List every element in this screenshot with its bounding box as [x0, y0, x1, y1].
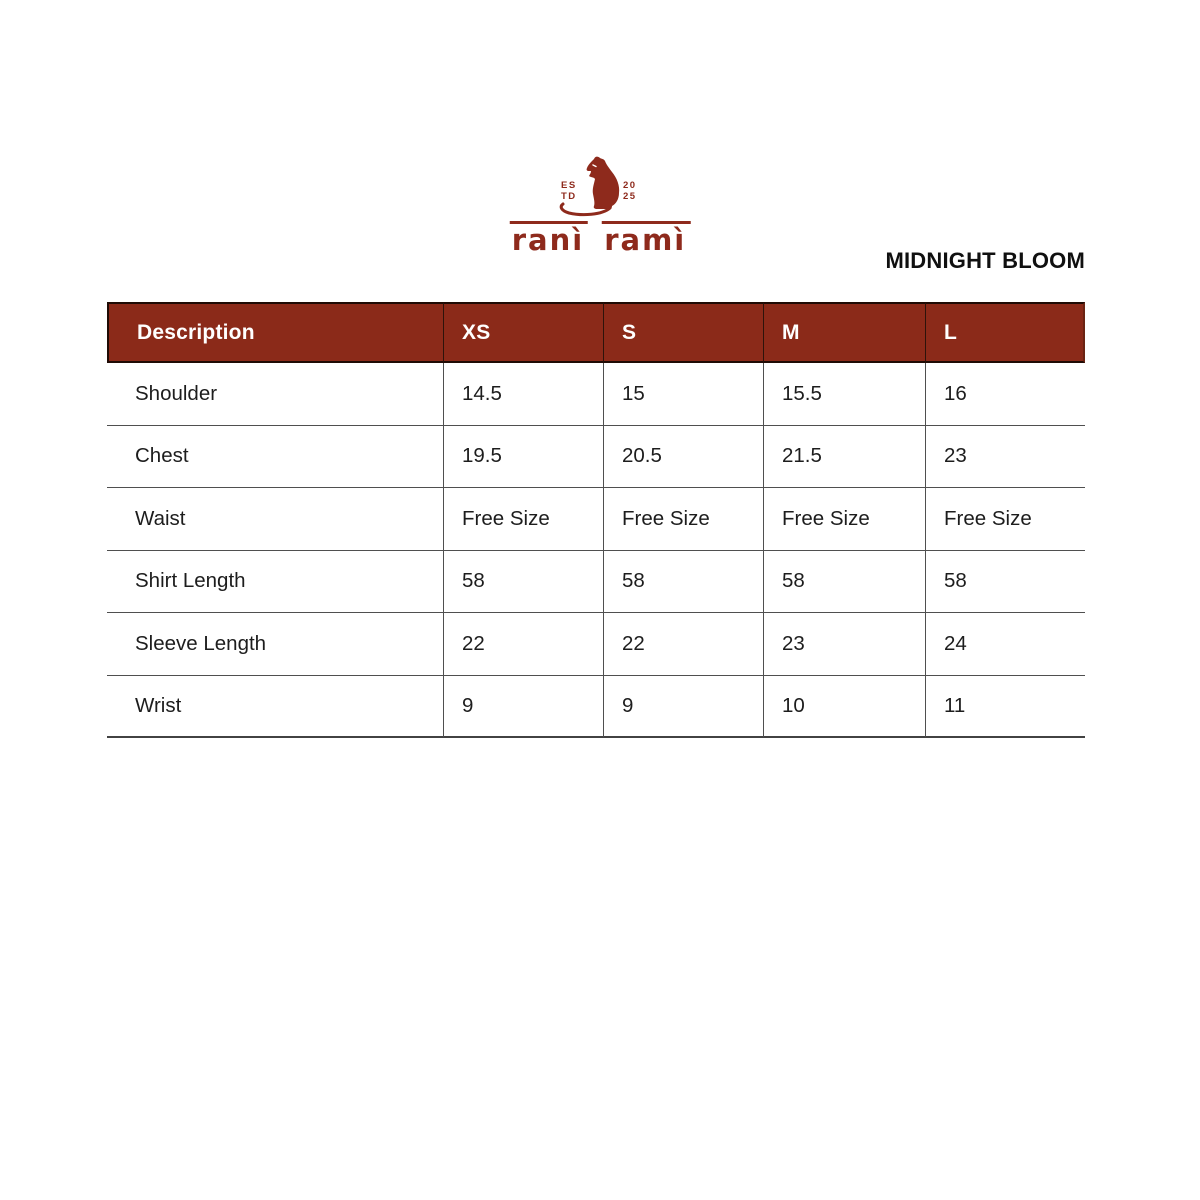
cell-wrist-m: 10: [763, 676, 925, 739]
cell-waist-l: Free Size: [925, 488, 1085, 551]
cell-waist-s: Free Size: [603, 488, 763, 551]
row-label-shoulder: Shoulder: [107, 363, 443, 426]
estd-line-2: TD: [561, 191, 577, 202]
header-cell-l: L: [925, 302, 1085, 363]
row-label-wrist: Wrist: [107, 676, 443, 739]
header-cell-s: S: [603, 302, 763, 363]
cell-chest-l: 23: [925, 426, 1085, 489]
cell-shoulder-s: 15: [603, 363, 763, 426]
cell-sleeve-length-l: 24: [925, 613, 1085, 676]
cell-shirt-length-m: 58: [763, 551, 925, 614]
cell-wrist-l: 11: [925, 676, 1085, 739]
row-label-sleeve-length: Sleeve Length: [107, 613, 443, 676]
row-label-waist: Waist: [107, 488, 443, 551]
cell-chest-s: 20.5: [603, 426, 763, 489]
estd-line-1: ES: [561, 180, 577, 191]
brand-wordmark: [510, 221, 691, 255]
cell-shirt-length-s: 58: [603, 551, 763, 614]
cell-sleeve-length-s: 22: [603, 613, 763, 676]
row-label-chest: Chest: [107, 426, 443, 489]
cell-shirt-length-l: 58: [925, 551, 1085, 614]
cell-waist-xs: Free Size: [443, 488, 603, 551]
size-chart-table: [107, 302, 1085, 738]
cell-sleeve-length-m: 23: [763, 613, 925, 676]
cell-shoulder-xs: 14.5: [443, 363, 603, 426]
year-line-2: 25: [623, 191, 637, 202]
header-cell-description: Description: [107, 302, 443, 363]
cell-shoulder-l: 16: [925, 363, 1085, 426]
cell-shoulder-m: 15.5: [763, 363, 925, 426]
product-name: MIDNIGHT BLOOM: [885, 248, 1085, 273]
cell-chest-m: 21.5: [763, 426, 925, 489]
estd-label: [561, 180, 577, 202]
cell-shirt-length-xs: 58: [443, 551, 603, 614]
cell-wrist-xs: 9: [443, 676, 603, 739]
estd-year-label: [623, 180, 637, 202]
brand-logo: [520, 155, 680, 219]
cell-sleeve-length-xs: 22: [443, 613, 603, 676]
cell-wrist-s: 9: [603, 676, 763, 739]
brand-word-1: ranì: [510, 221, 588, 255]
cell-chest-xs: 19.5: [443, 426, 603, 489]
header-cell-xs: XS: [443, 302, 603, 363]
brand-word-2: ramì: [602, 221, 690, 255]
cell-waist-m: Free Size: [763, 488, 925, 551]
row-label-shirt-length: Shirt Length: [107, 551, 443, 614]
year-line-1: 20: [623, 180, 637, 191]
header-cell-m: M: [763, 302, 925, 363]
